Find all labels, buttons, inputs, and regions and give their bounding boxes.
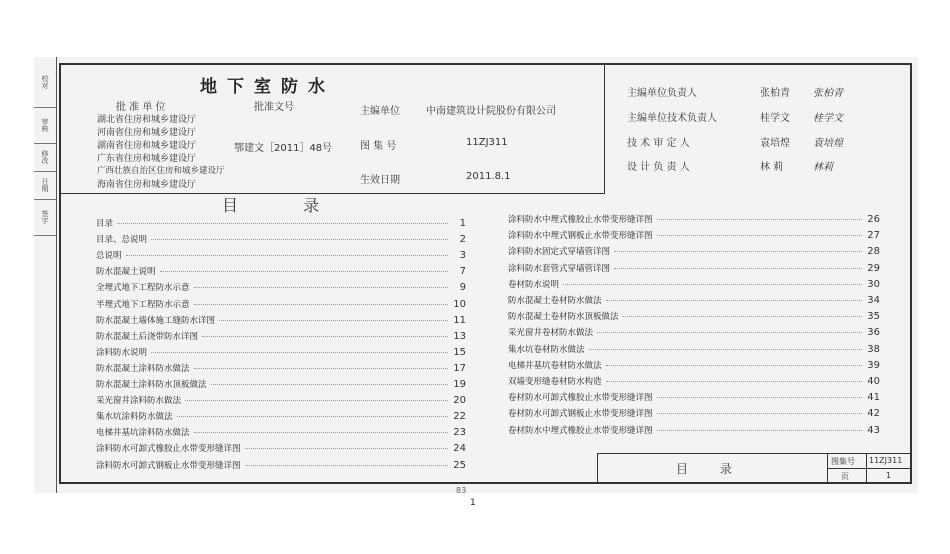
- toc-leader-dots: [597, 331, 862, 333]
- toc-entry-page: 11: [453, 314, 466, 326]
- approval-unit: 海南省住房和城乡建设厅: [97, 180, 197, 190]
- staff-name: 桂学文: [760, 113, 790, 124]
- sheet-number: 83: [456, 486, 467, 495]
- toc-entry-label: 防水混凝土说明: [96, 267, 156, 278]
- toc-entry: [96, 265, 466, 277]
- toc-entry-label: 涂料防水可卸式橡胶止水带变形缝详图: [96, 444, 241, 455]
- toc-leader-dots: [563, 283, 862, 285]
- toc-leader-dots: [589, 348, 862, 350]
- toc-leader-dots: [194, 286, 448, 288]
- toc-entry: [96, 217, 466, 229]
- toc-entry: [96, 362, 466, 374]
- toc-entry-page: 7: [459, 266, 466, 278]
- toc-entry-page: 25: [453, 459, 466, 471]
- title-block-divider: [827, 468, 912, 469]
- binding-cell: 签字: [34, 199, 56, 236]
- toc-entry-page: 24: [453, 443, 466, 455]
- approval-doc-number: 鄂建文［2011］48号: [234, 143, 333, 154]
- toc-entry-label: 目录、总说明: [96, 235, 148, 246]
- toc-entry: [96, 459, 466, 471]
- toc-leader-dots: [657, 234, 862, 236]
- toc-entry-page: 40: [867, 376, 880, 387]
- toc-entry-label: 卷材防水说明: [508, 279, 560, 290]
- approval-unit: 广东省住房和城乡建设厅: [97, 154, 197, 164]
- approval-unit: 湖北省住房和城乡建设厅: [97, 115, 197, 125]
- staff-signature: 桂学文: [813, 113, 843, 124]
- toc-entry-label: 总说明: [96, 251, 122, 262]
- toc-leader-dots: [160, 270, 448, 272]
- toc-entry: [508, 310, 880, 322]
- binding-cell: 修改: [34, 143, 56, 172]
- toc-entry-label: 集水坑涂料防水做法: [96, 412, 173, 423]
- staff-name: 林 莉: [760, 162, 784, 173]
- toc-leader-dots: [623, 315, 862, 317]
- toc-entry-page: 38: [867, 343, 880, 355]
- approval-doc-label: 批准文号: [254, 102, 294, 113]
- staff-role: 主编单位负责人: [627, 88, 697, 99]
- toc-entry: [96, 314, 466, 326]
- toc-entry: [96, 233, 466, 245]
- toc-leader-dots: [151, 351, 448, 353]
- toc-entry-page: 29: [867, 262, 880, 274]
- toc-entry: [96, 346, 466, 358]
- toc-leader-dots: [211, 383, 448, 385]
- staff-signature: 袁培煌: [813, 138, 843, 149]
- toc-entry-label: 涂料防水中埋式橡胶止水带变形缝详图: [508, 215, 653, 225]
- toc-leader-dots: [245, 464, 448, 466]
- toc-entry: [508, 229, 880, 241]
- toc-entry: [96, 394, 466, 406]
- toc-entry-label: 防水混凝土涂料防水顶板做法: [96, 380, 207, 390]
- toc-leader-dots: [194, 367, 448, 369]
- toc-entry-label: 卷材防水可卸式钢板止水带变形缝详图: [508, 409, 653, 420]
- toc-entry-label: 防水混凝土涂料防水做法: [96, 363, 190, 374]
- toc-entry-page: 19: [453, 379, 466, 390]
- toc-entry-label: 半埋式地下工程防水示意: [96, 299, 190, 310]
- toc-entry-label: 全埋式地下工程防水示意: [96, 283, 190, 294]
- toc-leader-dots: [657, 412, 862, 414]
- toc-title: 目 录: [222, 196, 350, 215]
- binding-cell: 校对: [34, 57, 56, 108]
- toc-leader-dots: [245, 447, 448, 449]
- toc-entry: [96, 410, 466, 422]
- toc-entry-label: 采光窗井涂料防水做法: [96, 396, 182, 407]
- toc-entry-page: 34: [867, 295, 880, 306]
- toc-entry-label: 采光窗井卷材防水做法: [508, 328, 594, 339]
- toc-entry: [96, 281, 466, 293]
- toc-entry-label: 涂料防水套管式穿墙管详图: [508, 263, 611, 274]
- toc-entry-page: 1: [459, 218, 466, 229]
- drawing-title: 地下室防水: [200, 77, 335, 97]
- toc-leader-dots: [194, 431, 448, 433]
- binding-cell: 审核: [34, 107, 56, 144]
- toc-entry: [508, 359, 880, 371]
- staff-name: 张柏青: [760, 88, 790, 99]
- toc-entry-label: 涂料防水说明: [96, 347, 148, 358]
- toc-leader-dots: [151, 238, 448, 240]
- toc-entry-page: 20: [453, 395, 466, 407]
- toc-leader-dots: [657, 218, 862, 220]
- toc-leader-dots: [614, 267, 862, 269]
- toc-entry-label: 电梯井基坑涂料防水做法: [96, 428, 190, 439]
- toc-entry-page: 22: [453, 411, 466, 423]
- toc-entry-label: 集水坑卷材防水做法: [508, 344, 585, 355]
- toc-entry: [508, 375, 880, 387]
- staff-role: 技 术 审 定 人: [627, 138, 690, 149]
- toc-entry: [96, 378, 466, 390]
- atlas-label: 图 集 号: [360, 141, 397, 152]
- toc-entry-label: 防水混凝土后浇带防水详图: [96, 331, 199, 342]
- toc-entry-label: 电梯井基坑卷材防水做法: [508, 360, 602, 371]
- toc-entry: [508, 278, 880, 290]
- toc-entry-page: 39: [867, 359, 880, 371]
- toc-entry-page: 10: [453, 298, 466, 310]
- toc-entry: [508, 391, 880, 403]
- toc-leader-dots: [606, 299, 862, 301]
- toc-entry: [508, 294, 880, 306]
- toc-entry: [508, 407, 880, 419]
- toc-entry-page: 42: [867, 408, 880, 420]
- toc-entry-label: 涂料防水可卸式钢板止水带变形缝详图: [96, 460, 241, 471]
- toc-entry-page: 35: [867, 311, 880, 323]
- toc-entry: [508, 213, 880, 225]
- toc-leader-dots: [606, 364, 862, 366]
- toc-entry-page: 28: [867, 246, 880, 258]
- title-block-atlas-value: 11ZJ311: [869, 456, 903, 465]
- toc-entry: [508, 245, 880, 257]
- toc-entry: [96, 249, 466, 261]
- toc-entry-label: 卷材防水可卸式橡胶止水带变形缝详图: [508, 393, 653, 404]
- toc-leader-dots: [126, 254, 448, 256]
- toc-entry: [508, 262, 880, 274]
- approval-unit: 广西壮族自治区住房和城乡建设厅: [97, 166, 225, 176]
- toc-entry-page: 26: [867, 214, 880, 225]
- effective-value: 2011.8.1: [466, 171, 511, 182]
- effective-label: 生效日期: [360, 175, 400, 186]
- editor-label: 主编单位: [360, 106, 400, 117]
- toc-entry-label: 卷材防水中埋式橡胶止水带变形缝详图: [508, 425, 653, 436]
- toc-entry: [96, 426, 466, 438]
- toc-entry-page: 9: [459, 282, 466, 294]
- title-block-page-value: 1: [886, 471, 892, 480]
- toc-entry-label: 防水混凝土墙体施工缝防水详图: [96, 315, 216, 326]
- toc-entry: [508, 326, 880, 338]
- page-number: 1: [470, 498, 476, 508]
- staff-role: 主编单位技术负责人: [627, 113, 717, 124]
- toc-entry: [508, 424, 880, 436]
- header-vertical-divider: [604, 64, 605, 193]
- approval-unit: 河南省住房和城乡建设厅: [97, 128, 197, 138]
- toc-entry-page: 27: [867, 230, 880, 242]
- toc-entry-page: 17: [453, 362, 466, 374]
- staff-signature: 林莉: [813, 162, 833, 173]
- atlas-value: 11ZJ311: [466, 137, 508, 148]
- toc-entry-label: 目录: [96, 219, 114, 229]
- toc-entry-label: 防水混凝土卷材防水做法: [508, 296, 602, 306]
- editor-value: 中南建筑设计院股份有限公司: [426, 106, 556, 117]
- toc-leader-dots: [614, 250, 862, 252]
- binding-cell: 日期: [34, 171, 56, 200]
- toc-leader-dots: [606, 380, 862, 382]
- approval-unit-label: 批 准 单 位: [116, 102, 166, 113]
- toc-entry-page: 3: [459, 250, 466, 262]
- title-block-name: 目 录: [676, 462, 746, 476]
- toc-entry-label: 防水混凝土卷材防水顶板做法: [508, 312, 619, 323]
- toc-leader-dots: [219, 319, 448, 321]
- toc-entry-page: 15: [453, 346, 466, 358]
- toc-entry: [96, 442, 466, 454]
- toc-entry: [508, 343, 880, 355]
- toc-entry-label: 双墙变形缝卷材防水构造: [508, 377, 602, 387]
- toc-entry-page: 43: [867, 424, 880, 436]
- toc-entry-page: 30: [867, 278, 880, 290]
- toc-entry-page: 23: [453, 427, 466, 439]
- toc-entry-page: 41: [867, 392, 880, 404]
- toc-entry-page: 2: [459, 234, 466, 246]
- toc-leader-dots: [185, 399, 448, 401]
- staff-name: 袁培煌: [760, 138, 790, 149]
- staff-signature: 张柏青: [813, 88, 843, 99]
- toc-entry: [96, 298, 466, 310]
- toc-leader-dots: [657, 429, 862, 431]
- title-block-atlas-label: 图集号: [831, 457, 855, 466]
- toc-leader-dots: [657, 396, 862, 398]
- staff-role: 设 计 负 责 人: [627, 162, 690, 173]
- toc-entry-page: 36: [867, 327, 880, 339]
- toc-leader-dots: [177, 415, 448, 417]
- toc-entry-label: 涂料防水固定式穿墙管详图: [508, 247, 611, 258]
- toc-leader-dots: [117, 222, 448, 224]
- toc-leader-dots: [202, 335, 448, 337]
- binding-strip: [34, 57, 57, 493]
- approval-unit: 湖南省住房和城乡建设厅: [97, 141, 197, 151]
- title-block-page-label: 页: [841, 472, 849, 481]
- toc-entry-label: 涂料防水中埋式钢板止水带变形缝详图: [508, 231, 653, 242]
- toc-entry-page: 13: [453, 330, 466, 342]
- toc-leader-dots: [194, 303, 448, 305]
- toc-entry: [96, 330, 466, 342]
